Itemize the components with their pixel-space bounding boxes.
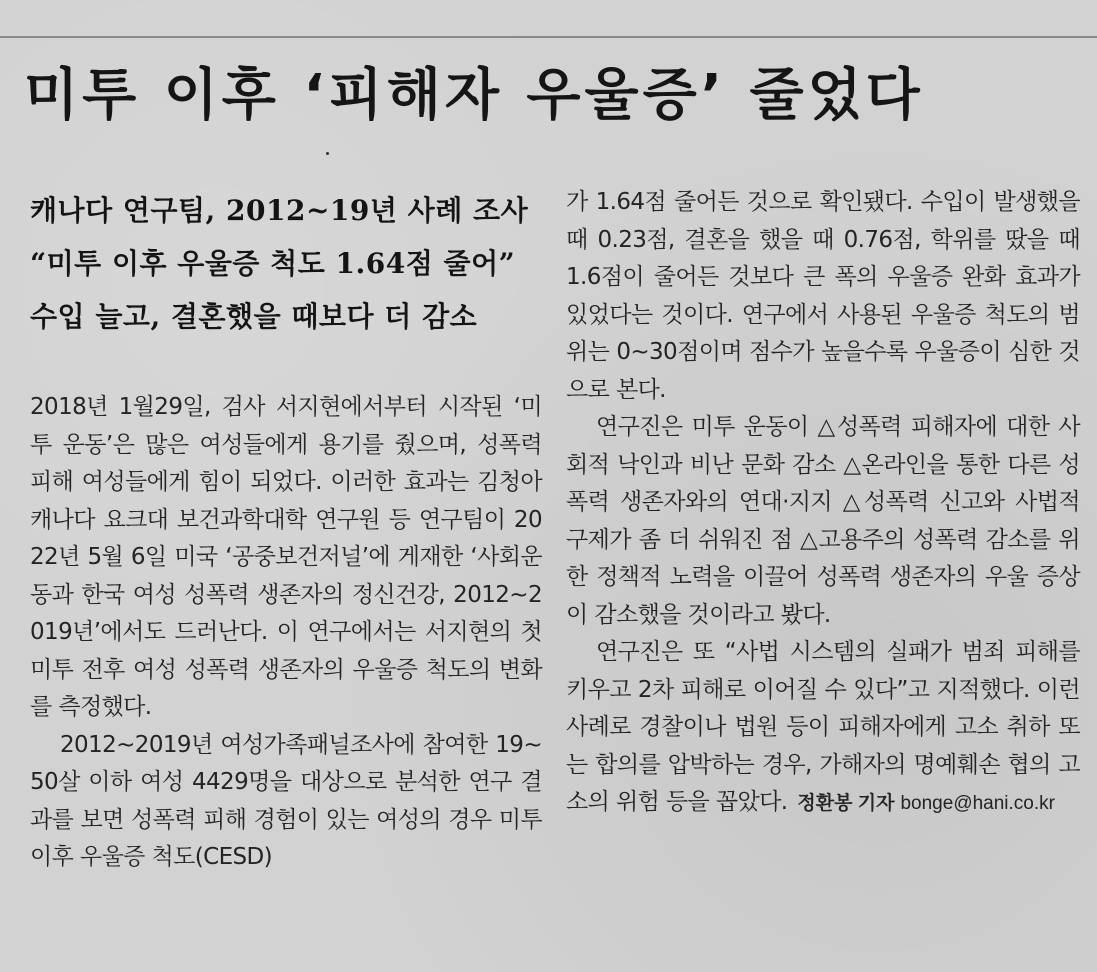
body-paragraph-5-text: 연구진은 또 “사법 시스템의 실패가 범죄 피해를 키우고 2차 피해로 이어질 수 있다”고 지적했다. 이런 사례로 경찰이나 법원 등이 피해자에게 고소 취하 또는 합의를 압박하는 경우, 가해자의 명예훼손 협의 고소의 위험 등을 꼽았다.: [566, 639, 1080, 815]
byline-name: 정환봉 기자: [797, 793, 895, 814]
subheadline-1: 캐나다 연구팀, 2012~19년 사례 조사: [30, 194, 529, 227]
body-paragraph-3: 가 1.64점 줄어든 것으로 확인됐다. 수입이 발생했을 때 0.23점, 결혼을 했을 때 0.76점, 학위를 땄을 때 1.6점이 줄어든 것보다 큰 폭의 우울증 완화 효과가 있었다는 것이다. 연구에서 사용된 우울증 척도의 범위는 0~30점이며 점수가 높을수록 우울증이 심한 것으로 본다.: [566, 189, 1080, 403]
byline-email: bonge@hani.co.kr: [900, 793, 1055, 814]
subheadline-2: “미투 이후 우울증 척도 1.64점 줄어”: [30, 247, 516, 280]
subheadline-list: [30, 184, 542, 343]
top-rule: [0, 36, 1097, 38]
body-paragraph-5: [566, 634, 1080, 823]
print-dot: [326, 152, 329, 155]
right-column: [566, 184, 1080, 823]
byline: [787, 793, 1055, 814]
body-paragraph-1: 2018년 1월29일, 검사 서지현에서부터 시작된 ‘미투 운동’은 많은 여성들에게 용기를 줬으며, 성폭력 피해 여성들에게 힘이 되었다. 이러한 효과는 김청아 캐나다 요크대 보건과학대학 연구원 등 연구팀이 2022년 5월 6일 미국 ‘공중보건저널’에 게재한 ‘사회운동과 한국 여성 성폭력 생존자의 정신건강, 2012~2019년’에서도 드러난다. 이 연구에서는 서지현의 첫 미투 전후 여성 성폭력 생존자의 우울증 척도의 변화를 측정했다.: [30, 394, 542, 720]
body-paragraph-2: 2012~2019년 여성가족패널조사에 참여한 19~50살 이하 여성 4429명을 대상으로 분석한 연구 결과를 보면 성폭력 피해 경험이 있는 여성의 경우 미투 이후 우울증 척도(CESD): [30, 731, 542, 870]
left-column: [30, 184, 542, 877]
subheadline-3: 수입 늘고, 결혼했을 때보다 더 감소: [30, 300, 478, 333]
body-paragraph-4: 연구진은 미투 운동이 △성폭력 피해자에 대한 사회적 낙인과 비난 문화 감소 △온라인을 통한 다른 성폭력 생존자와의 연대·지지 △성폭력 신고와 사법적 구제가 좀 더 쉬워진 점 △고용주의 성폭력 감소를 위한 정책적 노력을 이끌어 성폭력 생존자의 우울 증상이 감소했을 것이라고 봤다.: [566, 414, 1080, 628]
headline: 미투 이후 ‘피해자 우울증’ 줄었다: [24, 63, 924, 128]
